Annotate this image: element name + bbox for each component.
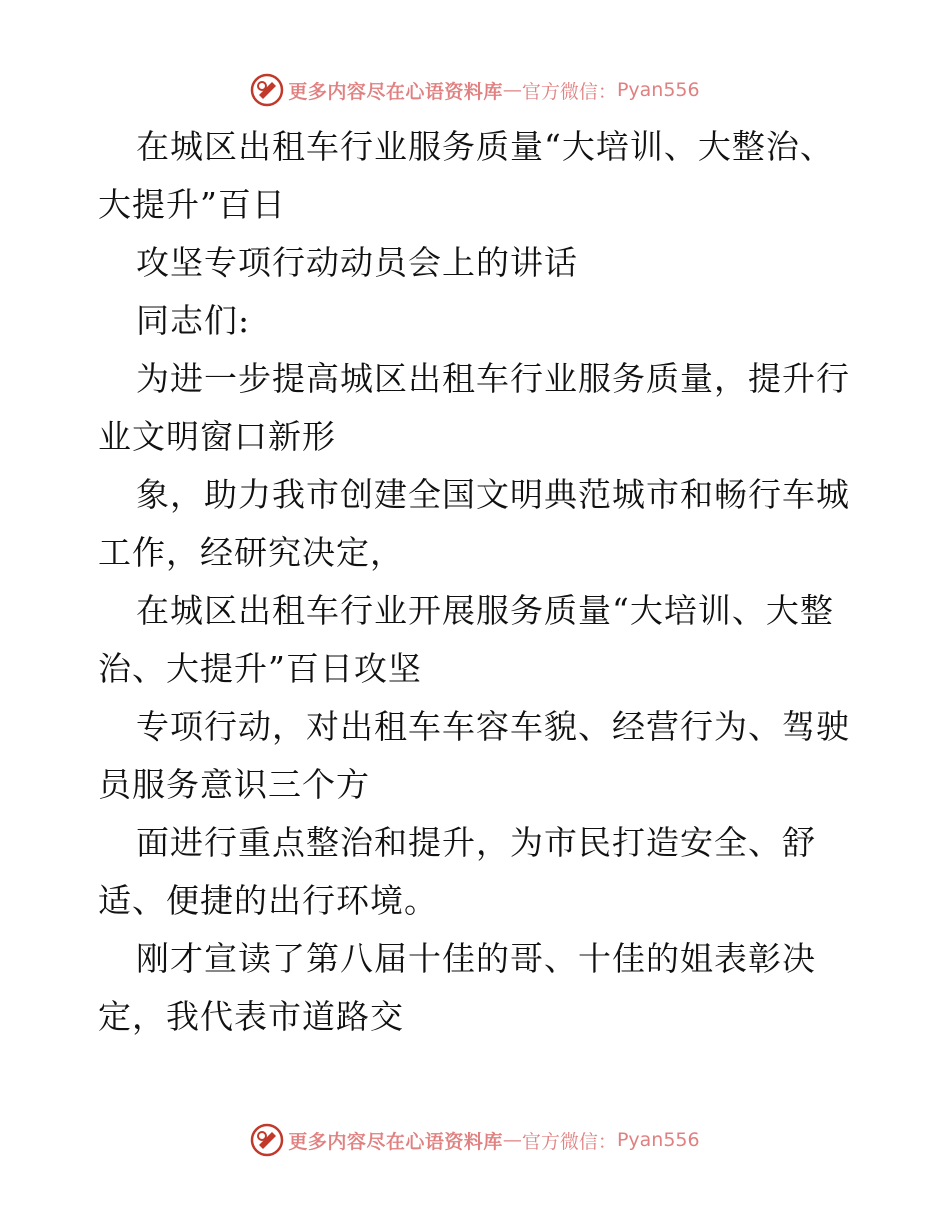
paragraph: 为进一步提高城区出租车行业服务质量，提升行业文明窗口新形 [98, 359, 850, 456]
paragraph: 象，助力我市创建全国文明典范城市和畅行车城工作，经研究决定， [98, 475, 850, 572]
watermark-wechat-id: Pyan556 [616, 79, 700, 101]
paragraph: 面进行重点整治和提升，为市民打造安全、舒适、便捷的出行环境。 [98, 823, 816, 920]
paragraph: 在城区出租车行业开展服务质量“大培训、大整治、大提升”百日攻坚 [98, 591, 834, 688]
paragraph: 同志们: [136, 301, 251, 340]
brand-logo-icon [250, 73, 284, 107]
paragraph: 在城区出租车行业服务质量“大培训、大整治、大提升”百日 [98, 127, 834, 224]
watermark-dash: — [502, 79, 522, 101]
watermark-dash: — [502, 1129, 522, 1151]
document-body [98, 118, 858, 1046]
paragraph: 攻坚专项行动动员会上的讲话 [136, 243, 578, 282]
footer-watermark [0, 1120, 950, 1160]
paragraph: 刚才宣读了第八届十佳的哥、十佳的姐表彰决定，我代表市道路交 [98, 939, 816, 1036]
paragraph: 专项行动，对出租车车容车貌、经营行为、驾驶员服务意识三个方 [98, 707, 850, 804]
watermark-sub-text: 官方微信： [521, 1130, 617, 1153]
watermark-main-text: 更多内容尽在心语资料库 [288, 80, 503, 103]
watermark-main-text: 更多内容尽在心语资料库 [288, 1130, 503, 1153]
header-watermark [0, 70, 950, 110]
watermark-wechat-id: Pyan556 [616, 1129, 700, 1151]
brand-logo-icon [250, 1123, 284, 1157]
watermark-sub-text: 官方微信： [521, 80, 617, 103]
